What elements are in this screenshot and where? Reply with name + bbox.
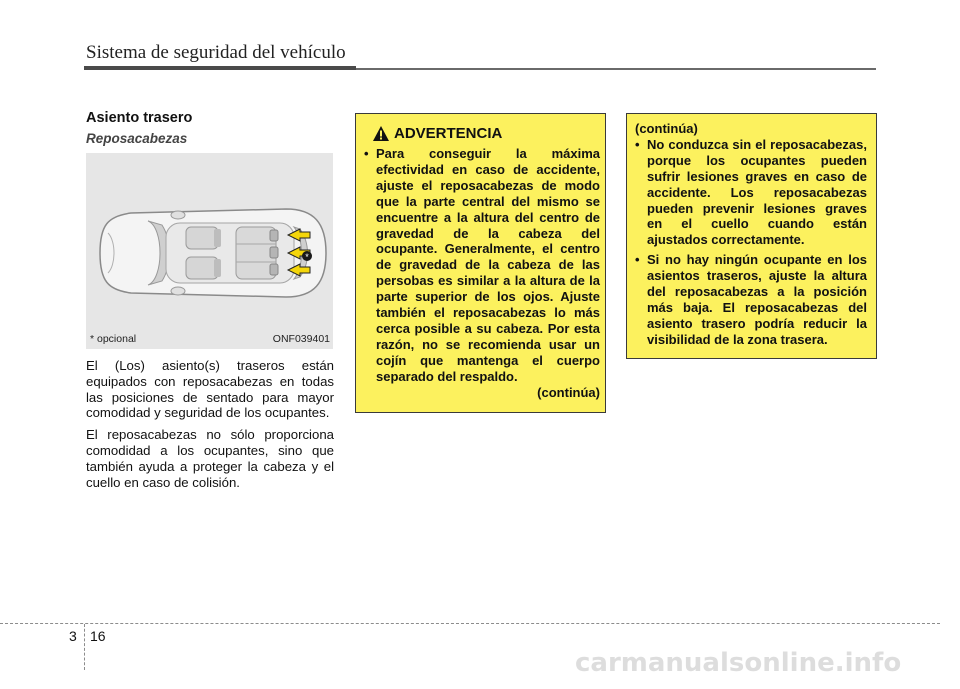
continuation-list (635, 121, 867, 352)
warning-box (355, 113, 606, 413)
warning-list (364, 146, 600, 401)
continuation-item-1-text: No conduzca sin el reposacabezas, porque los ocupantes pueden sufrir lesiones graves en caso de accidente. Los reposacabezas pueden prevenir lesiones graves en el cuello cuando están ajustados correctamente. (647, 136, 867, 248)
figure-optional-note: * opcional (90, 333, 137, 345)
page-number: 16 (90, 628, 106, 644)
continuation-item-1 (635, 137, 867, 248)
bullet-marker: • (635, 252, 640, 268)
warning-triangle-icon (372, 125, 390, 142)
car-top-view-illustration (86, 153, 333, 349)
chapter-number: 3 (69, 628, 77, 644)
footer-dashed-rule (0, 623, 940, 624)
optional-badge-label: * (305, 252, 309, 262)
warning-continues: (continúa) (537, 384, 600, 400)
page-header-title: Sistema de seguridad del vehículo (86, 42, 346, 63)
body-text (86, 358, 334, 496)
header-rule-thin (356, 68, 876, 70)
continuation-box (626, 113, 877, 359)
bullet-marker: • (364, 146, 369, 161)
watermark: carmanualsonline.info (575, 648, 902, 678)
car-headrest-figure (86, 153, 333, 349)
body-paragraph-2: El reposacabezas no sólo proporciona comodidad a los ocupantes, sino que también ayuda a proteger la cabeza y el cuello en caso de colisión. (86, 427, 334, 490)
header-rule-thick (84, 66, 356, 70)
bullet-marker: • (635, 136, 640, 152)
section-subtitle: Reposacabezas (86, 131, 188, 146)
footer-dashed-divider (84, 624, 85, 670)
continuation-item-2 (635, 252, 867, 347)
warning-item (364, 146, 600, 385)
continuation-heading: (continúa) (635, 121, 698, 136)
figure-code: ONF039401 (272, 333, 330, 345)
warning-item-text: Para conseguir la máxima efectividad en caso de accidente, ajuste el reposacabezas de modo que la parte central del mismo se encuentre a la altura del centro de gravedad de la cabeza del ocupante. Generalmente, el centro de gravedad de la cabeza de las persobas es similar a la altura de la parte superior de los ojos. Ajuste también el reposacabezas lo más cerca posible a su cabeza. Por esta razón, no se recomienda usar un cojín que mantenga el cuerpo separado del respaldo. (376, 146, 600, 384)
warning-title: ADVERTENCIA (394, 125, 503, 142)
body-paragraph-1: El (Los) asiento(s) traseros están equipados con reposacabezas en todas las posiciones de sentado para mayor comodidad y seguridad de los ocupantes. (86, 358, 334, 421)
section-title: Asiento trasero (86, 110, 193, 126)
continuation-item-2-text: Si no hay ningún ocupante en los asientos traseros, ajuste la altura del reposacabezas a la posición más baja. El reposacabezas del asiento trasero podría reducir la visibilidad de la zona trasera. (647, 252, 867, 347)
